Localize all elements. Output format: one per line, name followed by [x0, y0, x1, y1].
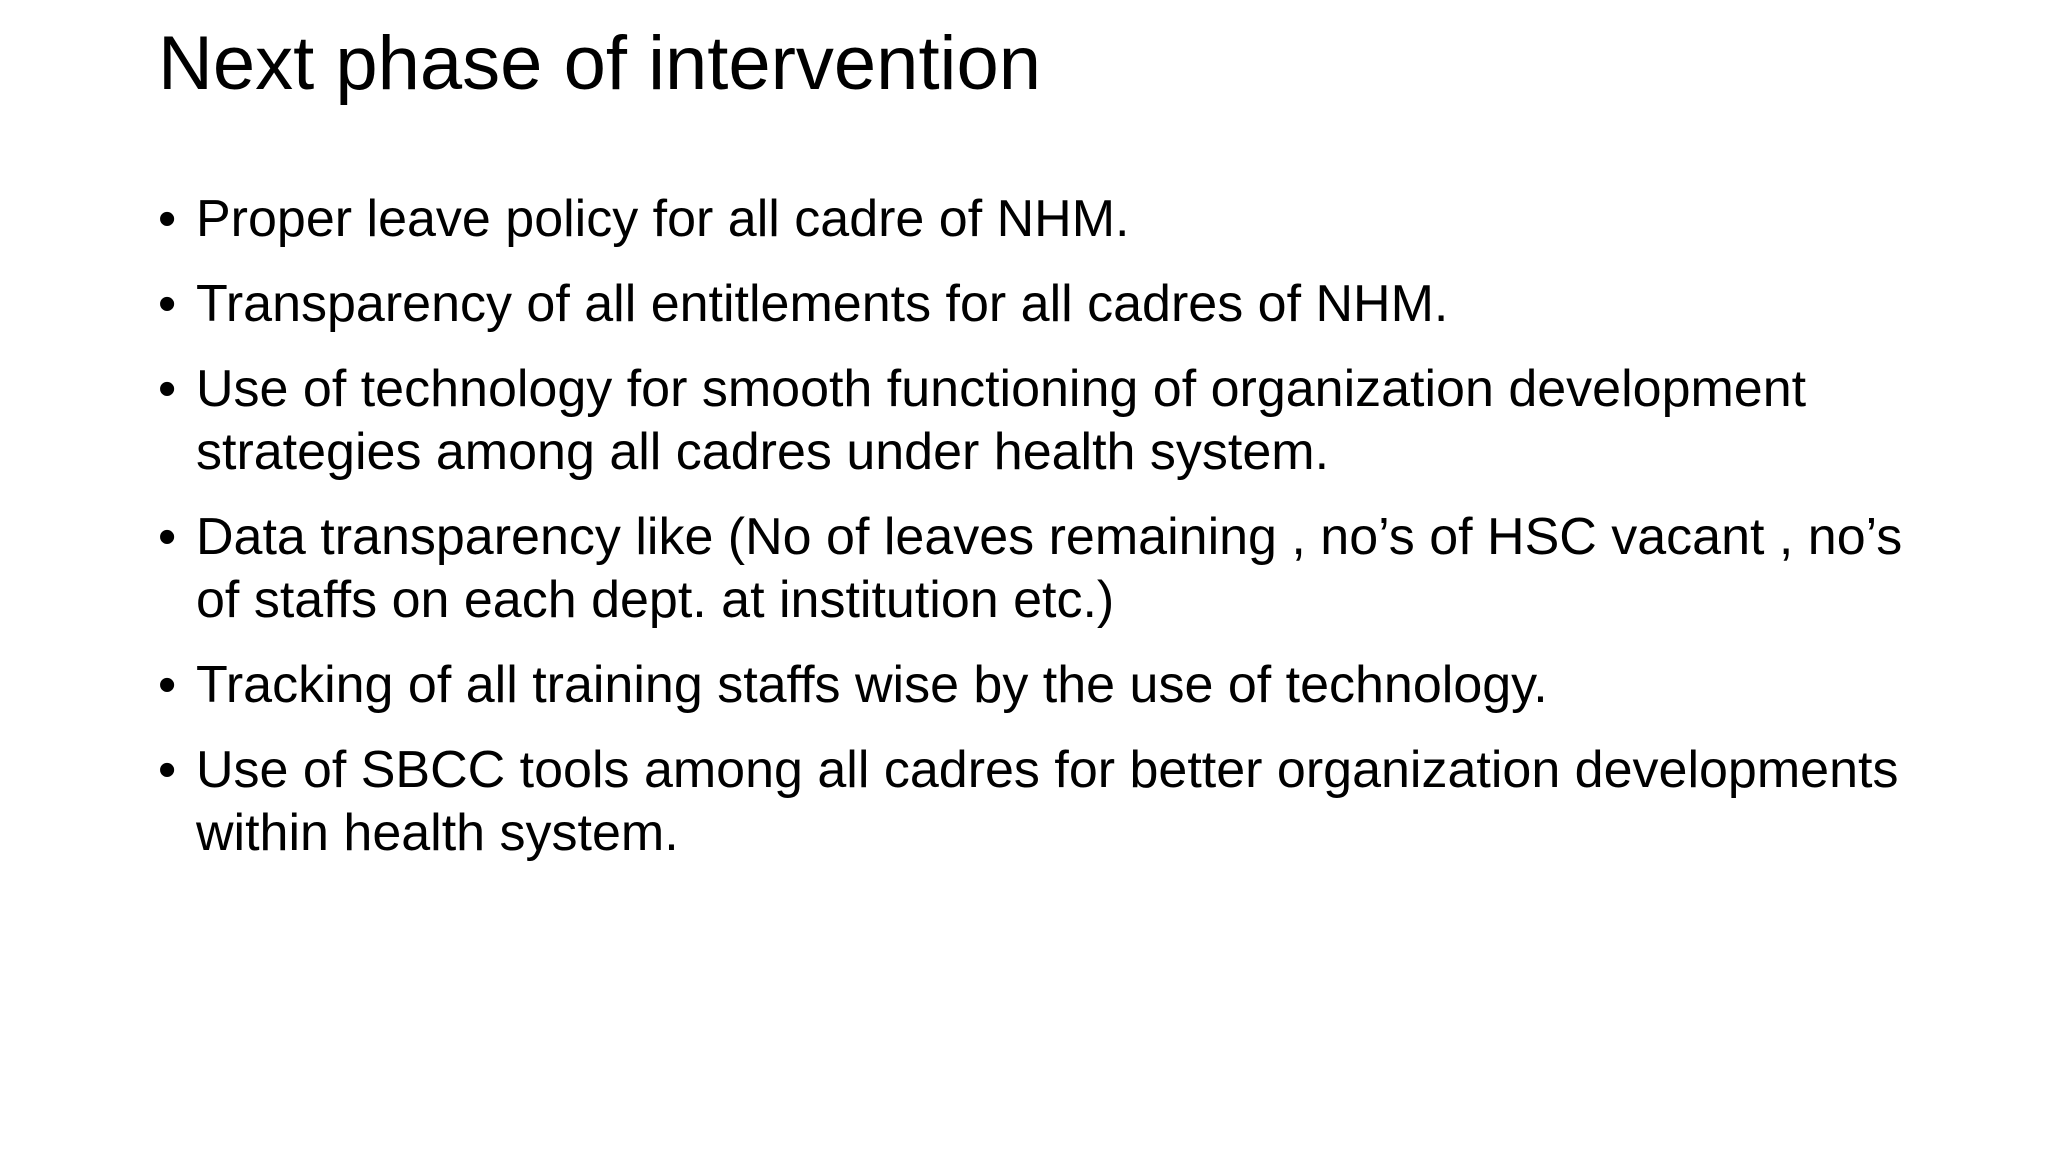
bullet-dot-icon: • — [158, 360, 177, 418]
bullet-dot-icon: • — [158, 741, 177, 799]
bullet-list — [158, 188, 1958, 887]
bullet-item — [158, 506, 1958, 632]
bullet-text: Use of SBCC tools among all cadres for better organization developments within health system. — [196, 741, 1899, 862]
bullet-text: Tracking of all training staffs wise by the use of technology. — [196, 656, 1548, 714]
bullet-item — [158, 654, 1958, 717]
bullet-item — [158, 188, 1958, 251]
bullet-text: Transparency of all entitlements for all cadres of NHM. — [196, 275, 1449, 333]
bullet-text: Proper leave policy for all cadre of NHM. — [196, 190, 1130, 248]
bullet-item — [158, 358, 1958, 484]
bullet-text: Use of technology for smooth functioning of organization development strategies among all cadres under health system. — [196, 360, 1807, 481]
bullet-dot-icon: • — [158, 190, 177, 248]
bullet-dot-icon: • — [158, 656, 177, 714]
bullet-item — [158, 739, 1958, 865]
slide-title: Next phase of intervention — [158, 21, 1041, 106]
bullet-dot-icon: • — [158, 275, 177, 333]
bullet-text: Data transparency like (No of leaves remaining , no’s of HSC vacant , no’s of staffs on each dept. at institution etc.) — [196, 508, 1903, 629]
bullet-item — [158, 273, 1958, 336]
bullet-dot-icon: • — [158, 508, 177, 566]
